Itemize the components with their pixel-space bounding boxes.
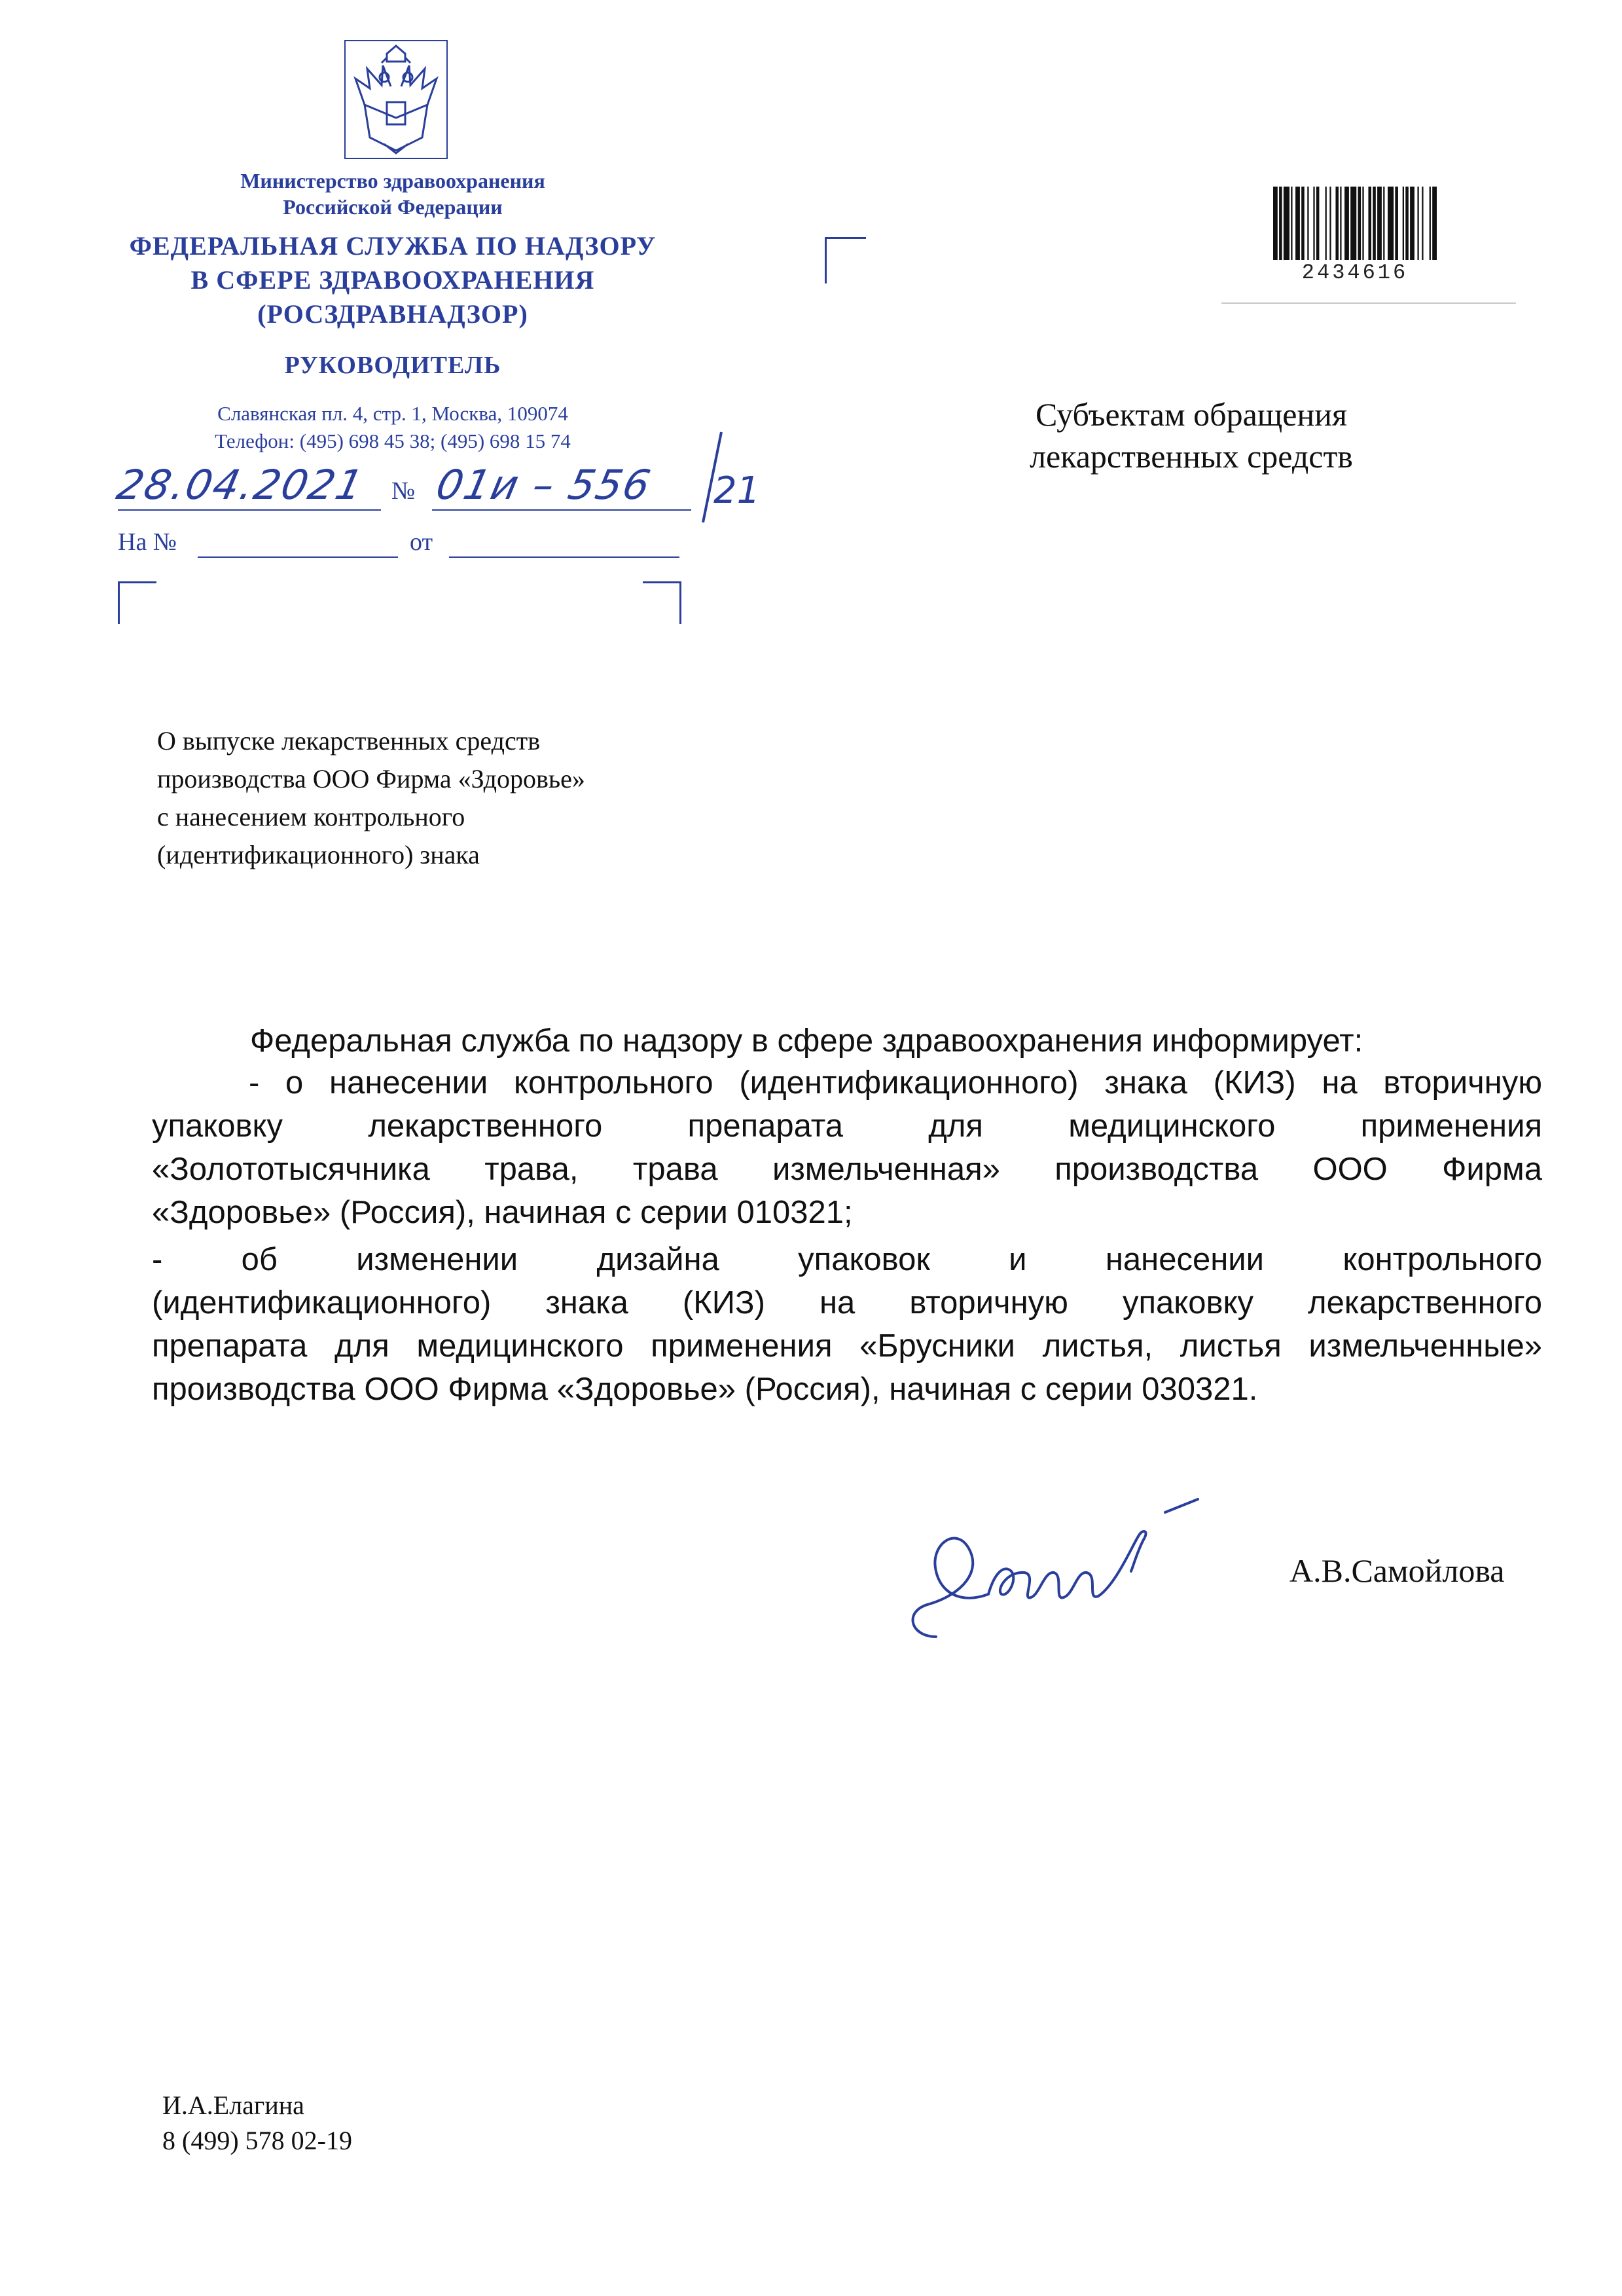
body-line: производства ООО Фирма «Здоровье» (Россия), начиная с серии 030321. xyxy=(152,1372,1258,1407)
corner-mark-left xyxy=(118,581,156,624)
barcode-bar xyxy=(1295,187,1300,260)
office-phone: Телефон: (495) 698 45 38; (495) 698 15 74 xyxy=(215,429,571,452)
subject-line2: производства ООО Фирма «Здоровье» xyxy=(157,764,585,793)
barcode-bar xyxy=(1410,187,1415,260)
reference-number-blank xyxy=(198,556,398,558)
signer-name: А.В.Самойлова xyxy=(1289,1552,1505,1589)
corner-mark-right xyxy=(643,581,681,624)
barcode-bar xyxy=(1313,187,1314,260)
addressee-line2: лекарственных средств xyxy=(1030,438,1353,475)
contact-name: И.А.Елагина xyxy=(162,2090,304,2120)
ministry-name-line1: Министерство здравоохранения xyxy=(240,169,545,192)
subject-line1: О выпуске лекарственных средств xyxy=(157,726,541,756)
barcode-bar xyxy=(1279,187,1282,260)
barcode-bar xyxy=(1273,187,1278,260)
body-line: (идентификационного) знака (КИЗ) на вторичную упаковку лекарственного xyxy=(152,1285,1542,1321)
number-slash xyxy=(695,426,774,524)
barcode-rule xyxy=(1221,302,1516,304)
barcode-bar xyxy=(1373,187,1376,260)
registration-date: 28.04.2021 xyxy=(113,461,369,509)
barcode-bar xyxy=(1350,187,1356,260)
service-name-line3: (РОСЗДРАВНАДЗОР) xyxy=(257,299,528,329)
barcode-bar xyxy=(1307,187,1308,260)
barcode xyxy=(1273,187,1437,260)
registration-number-suffix: 21 xyxy=(713,469,761,512)
body-line: упаковку лекарственного препарата для медицинского применения xyxy=(152,1108,1542,1144)
number-sign: № xyxy=(391,477,416,505)
body-line: - о нанесении контрольного (идентификационного) знака (КИЗ) на вторичную xyxy=(249,1065,1542,1101)
reference-from-label: от xyxy=(410,528,433,556)
barcode-bar xyxy=(1377,187,1382,260)
body-intro: Федеральная служба по надзору в сфере здравоохранения информирует: xyxy=(250,1023,1363,1059)
body-line: «Золототысячника трава, трава измельченная» производства ООО Фирма xyxy=(152,1152,1542,1187)
office-address: Славянская пл. 4, стр. 1, Москва, 109074 xyxy=(217,402,568,425)
reference-number-label: На № xyxy=(118,528,177,556)
date-underline xyxy=(118,509,381,511)
barcode-bar xyxy=(1422,187,1423,260)
barcode-bar xyxy=(1395,187,1398,260)
registration-number: 01и – 556 xyxy=(432,461,656,509)
barcode-bar xyxy=(1291,187,1292,260)
address-corner-mark xyxy=(825,237,866,283)
barcode-bar xyxy=(1301,187,1305,260)
body-line: «Здоровье» (Россия), начиная с серии 010321; xyxy=(152,1195,853,1230)
contact-phone: 8 (499) 578 02-19 xyxy=(162,2126,352,2155)
head-title: РУКОВОДИТЕЛЬ xyxy=(284,352,501,379)
barcode-bar xyxy=(1383,187,1384,260)
number-underline xyxy=(432,509,691,511)
barcode-bar xyxy=(1432,187,1437,260)
body-line: - об изменении дизайна упаковок и нанесении контрольного xyxy=(152,1242,1542,1277)
barcode-bar xyxy=(1329,187,1331,260)
barcode-bar xyxy=(1316,187,1320,260)
subject-line4: (идентификационного) знака xyxy=(157,840,480,869)
barcode-bar xyxy=(1284,187,1289,260)
service-name-line1: ФЕДЕРАЛЬНАЯ СЛУЖБА ПО НАДЗОРУ xyxy=(129,231,657,261)
ministry-name-line2: Российской Федерации xyxy=(283,195,503,219)
barcode-bar xyxy=(1405,187,1409,260)
addressee-line1: Субъектам обращения xyxy=(1036,396,1347,433)
barcode-bar xyxy=(1340,187,1341,260)
barcode-bar xyxy=(1430,187,1431,260)
barcode-number: 2434616 xyxy=(1301,261,1409,285)
barcode-bar xyxy=(1344,187,1349,260)
barcode-bar xyxy=(1368,187,1371,260)
body-line: препарата для медицинского применения «Брусники листья, листья измельченные» xyxy=(152,1328,1542,1364)
barcode-bar xyxy=(1388,187,1394,260)
barcode-bar xyxy=(1362,187,1363,260)
barcode-bar xyxy=(1325,187,1327,260)
barcode-bar xyxy=(1403,187,1404,260)
handwritten-signature-icon xyxy=(890,1473,1244,1656)
service-name-line2: В СФЕРЕ ЗДРАВООХРАНЕНИЯ xyxy=(190,265,595,295)
reference-date-blank xyxy=(449,556,679,558)
russian-coat-of-arms-icon xyxy=(344,39,448,160)
barcode-bar xyxy=(1358,187,1361,260)
barcode-bar xyxy=(1335,187,1339,260)
barcode-bar xyxy=(1417,187,1418,260)
subject-line3: с нанесением контрольного xyxy=(157,802,465,831)
